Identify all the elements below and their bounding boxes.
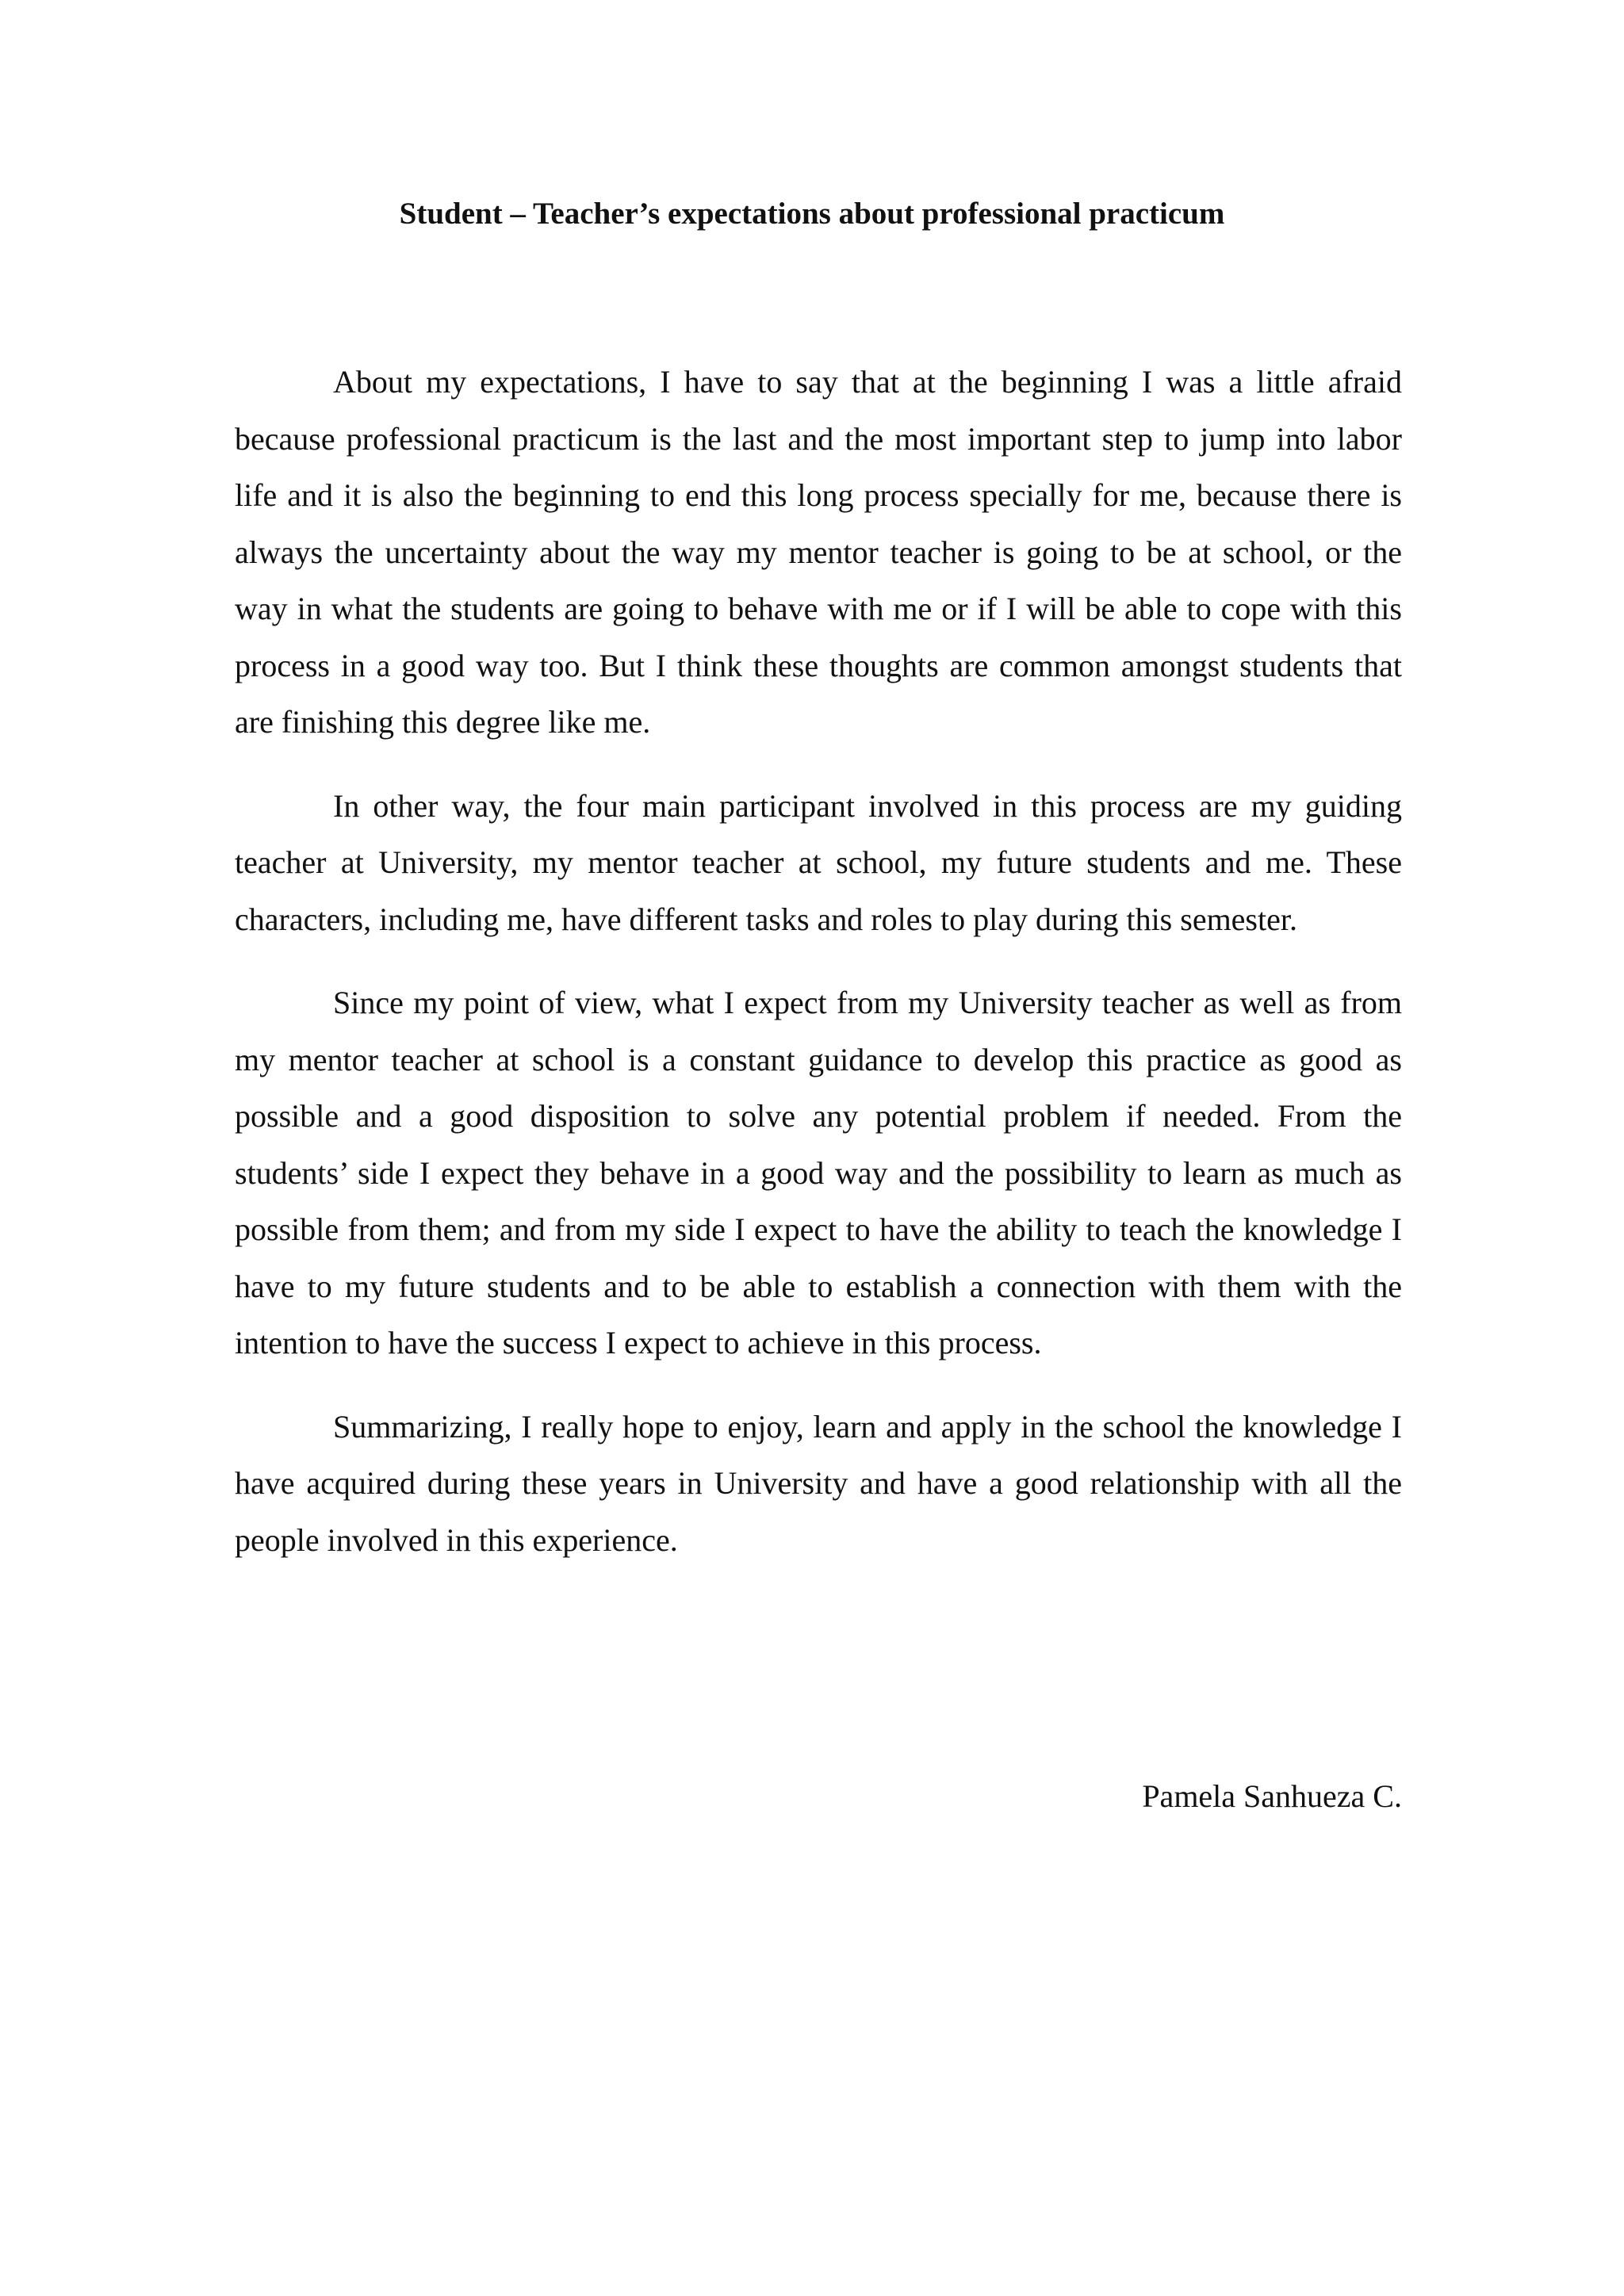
paragraph-expectations: About my expectations, I have to say that at the beginning I was a little afraid because professional practicum is the last and the most important step to jump into labor life and it is also the beginning to end this long process specially for me, because there is always the uncertainty about the way my mentor teacher is going to be at school, or the way in what the students are going to behave with me or if I will be able to cope with this process in a good way too. But I think these thoughts are common amongst students that are finishing this degree like me. xyxy=(235,364,1402,740)
paragraph-point-of-view: Since my point of view, what I expect from my University teacher as well as from my mentor teacher at school is a constant guidance to develop this practice as good as possible and a good disposition to solve any potential problem if needed. From the students’ side I expect they behave in a good way and the possibility to learn as much as possible from them; and from my side I expect to have the ability to teach the knowledge I have to my future students and to be able to establish a connection with them with the intention to have the success I expect to achieve in this process. xyxy=(235,985,1402,1360)
paragraph-participants: In other way, the four main participant involved in this process are my guiding teacher at University, my mentor teacher at school, my future students and me. These characters, including me, have different tasks and roles to play during this semester. xyxy=(235,787,1402,937)
author-signature: Pamela Sanhueza C. xyxy=(1142,1778,1402,1814)
document-body xyxy=(235,354,1402,1595)
paragraph-summary: Summarizing, I really hope to enjoy, learn and apply in the school the knowledge I have acquired during these years in University and have a good relationship with all the people involved in this experience. xyxy=(235,1408,1402,1558)
document-title: Student – Teacher’s expectations about professional practicum xyxy=(399,197,1225,231)
